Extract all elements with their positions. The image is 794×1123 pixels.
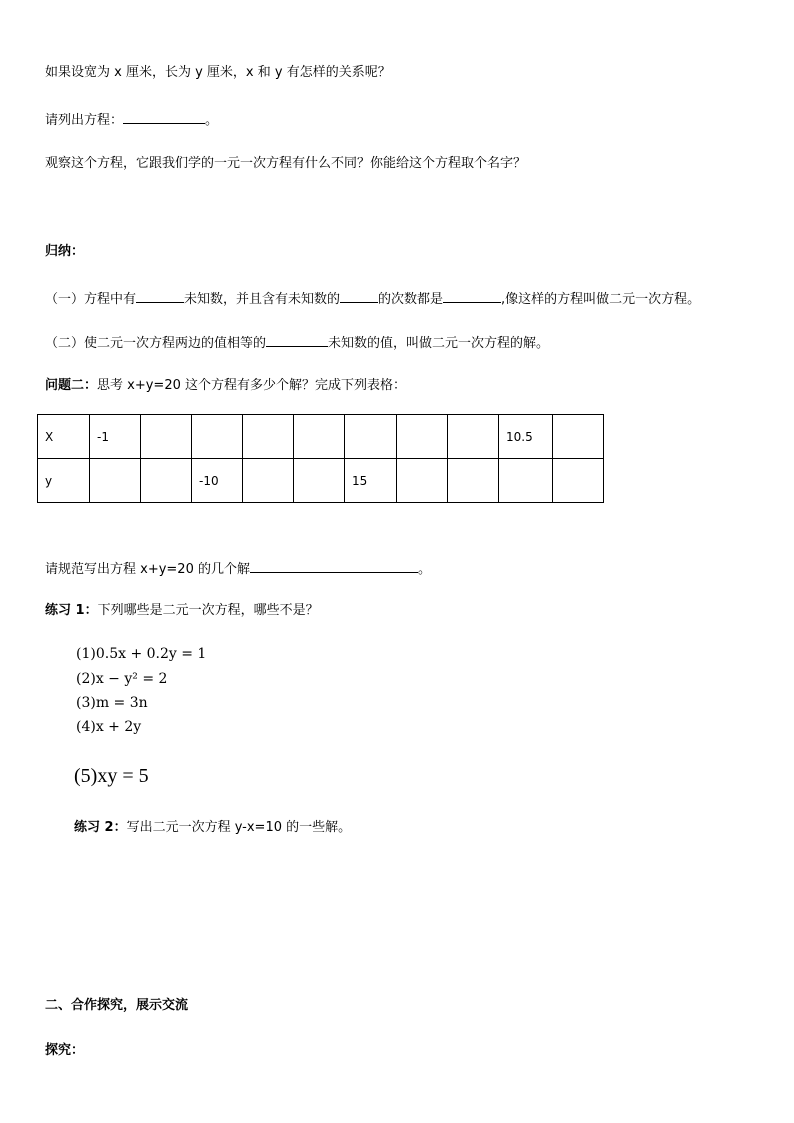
write-solutions-text: 请规范写出方程 x+y=20 的几个解 (45, 562, 250, 577)
blank-term[interactable] (340, 288, 378, 303)
exercise1-text: 下列哪些是二元一次方程，哪些不是？ (97, 603, 319, 618)
summary-item-1 (45, 288, 700, 309)
list-equation-line (45, 109, 218, 130)
item1-part-b: 未知数，并且含有未知数的 (184, 292, 341, 307)
intro-question: 如果设宽为 x 厘米，长为 y 厘米，x 和 y 有怎样的关系呢？ (45, 65, 391, 80)
table-cell[interactable] (499, 459, 553, 503)
summary-item-2 (45, 332, 549, 353)
table-cell[interactable]: -10 (192, 459, 243, 503)
table-cell: y (38, 459, 90, 503)
period: 。 (417, 562, 431, 577)
table-cell[interactable] (448, 459, 499, 503)
table-cell[interactable]: 10.5 (499, 415, 553, 459)
table-cell[interactable] (448, 415, 499, 459)
exercise1-label: 练习 1： (45, 603, 98, 618)
exercise2-text: 写出二元一次方程 y-x=10 的一些解。 (126, 820, 352, 835)
table-cell[interactable]: -1 (90, 415, 141, 459)
table-cell[interactable] (243, 459, 294, 503)
table-row-y (38, 459, 604, 503)
problem2-text: 思考 x+y=20 这个方程有多少个解？完成下列表格： (97, 378, 406, 393)
exercise1-item-5: (5)xy = 5 (74, 765, 149, 787)
table-cell[interactable] (192, 415, 243, 459)
section2-heading: 二、合作探究，展示交流 (45, 998, 189, 1013)
item1-part-a: （一）方程中有 (45, 292, 137, 307)
table-cell: X (38, 415, 90, 459)
table-cell[interactable] (141, 459, 192, 503)
exercise1-line (45, 602, 319, 620)
solutions-blank[interactable] (250, 558, 418, 573)
table-cell[interactable] (294, 459, 345, 503)
exercise2-label: 练习 2： (74, 820, 127, 835)
table-cell[interactable] (553, 459, 604, 503)
item2-part-b: 未知数的值，叫做二元一次方程的解。 (328, 336, 550, 351)
table-cell[interactable] (141, 415, 192, 459)
table-cell[interactable] (90, 459, 141, 503)
blank-values[interactable] (266, 332, 328, 347)
solution-table (37, 414, 604, 503)
observe-question: 观察这个方程，它跟我们学的一元一次方程有什么不同？你能给这个方程取个名字？ (45, 156, 527, 171)
exercise1-item-3: (3)m = 3n (76, 695, 148, 711)
item2-part-a: （二）使二元一次方程两边的值相等的 (45, 336, 267, 351)
exercise1-item-4: (4)x + 2y (76, 719, 142, 735)
table-cell[interactable] (294, 415, 345, 459)
problem2-label: 问题二： (45, 378, 98, 393)
table-row-x (38, 415, 604, 459)
exercise1-item-1: (1)0.5x + 0.2y = 1 (76, 646, 207, 662)
list-equation-prompt: 请列出方程： (45, 113, 124, 128)
table-cell[interactable]: 15 (345, 459, 397, 503)
write-solutions-line (45, 558, 431, 579)
item1-part-d: ,像这样的方程叫做二元一次方程。 (501, 292, 701, 307)
table-cell[interactable] (243, 415, 294, 459)
table-cell[interactable] (345, 415, 397, 459)
item1-part-c: 的次数都是 (378, 292, 444, 307)
blank-degree[interactable] (443, 288, 501, 303)
exercise2-line (74, 819, 351, 837)
table-cell[interactable] (553, 415, 604, 459)
period: 。 (205, 113, 219, 128)
summary-heading: 归纳： (45, 244, 85, 259)
equation-blank[interactable] (123, 109, 205, 124)
explore-heading: 探究： (45, 1043, 85, 1058)
table-cell[interactable] (397, 459, 448, 503)
problem2-line (45, 377, 406, 395)
exercise1-item-2: (2)x − y² = 2 (76, 671, 168, 687)
blank-unknown-count[interactable] (136, 288, 184, 303)
table-cell[interactable] (397, 415, 448, 459)
